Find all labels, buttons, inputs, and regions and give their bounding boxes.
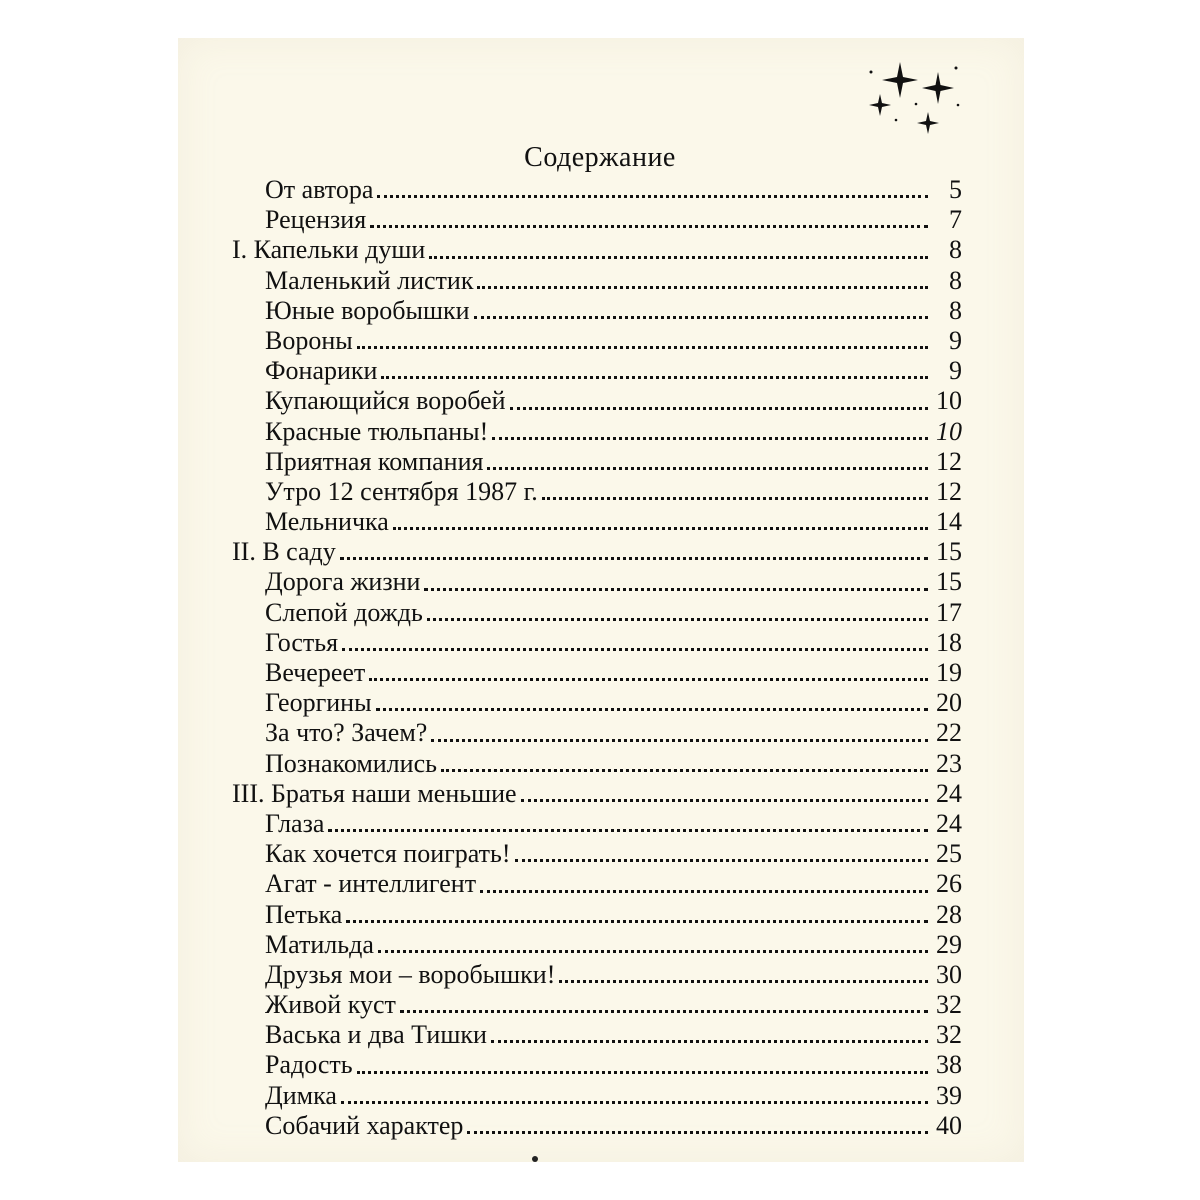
toc-entry-label: Радость	[265, 1050, 353, 1080]
toc-page-number: 9	[949, 356, 962, 386]
toc-page-number: 10	[936, 386, 962, 416]
toc-entry-label: Васька и два Тишки	[265, 1020, 487, 1050]
toc-page-number: 15	[936, 567, 962, 597]
toc-page-number: 40	[936, 1110, 962, 1140]
toc-entry-row	[232, 688, 962, 718]
dot-leader	[491, 1040, 928, 1043]
toc-page-number: 20	[936, 688, 962, 718]
toc-entry-label: Приятная компания	[265, 446, 484, 476]
dot-leader	[328, 829, 928, 832]
toc-page-number: 28	[936, 899, 962, 929]
toc-page-number: 25	[936, 839, 962, 869]
toc-entry-row	[232, 417, 962, 447]
toc-entry-label: Друзья мои – воробышки!	[265, 959, 556, 989]
toc-entry-label: Вечереет	[265, 658, 366, 687]
toc-entry-label: Фонарики	[265, 356, 378, 386]
page-mark	[532, 1156, 538, 1162]
dot-leader	[431, 739, 928, 742]
toc-entry-row	[232, 930, 962, 960]
dot-leader	[376, 708, 928, 711]
toc-entry-row	[232, 1050, 962, 1080]
toc-entry-row	[232, 749, 962, 779]
toc-entry-row	[232, 477, 962, 507]
toc-entry-label: Георгины	[265, 688, 372, 718]
toc-entry-row	[232, 990, 962, 1020]
dot-leader	[346, 920, 928, 923]
dot-leader	[429, 256, 928, 259]
toc-entry-row	[232, 1111, 962, 1141]
toc-page-number: 18	[936, 627, 962, 657]
toc-section-row	[232, 537, 962, 567]
toc-entry-label: Петька	[265, 899, 343, 929]
toc-entry-row	[232, 386, 962, 416]
toc-entry-label: За что? Зачем?	[265, 718, 428, 748]
dot-leader	[381, 376, 928, 379]
toc-entry-label: Гостья	[265, 627, 339, 657]
toc-page-number: 30	[936, 959, 962, 989]
toc-entry-row	[232, 718, 962, 748]
dot-leader	[424, 588, 928, 591]
toc-page-number: 17	[936, 597, 962, 627]
toc-page-number: 15	[936, 537, 962, 567]
toc-entry-row	[232, 598, 962, 628]
toc-entry-row	[232, 447, 962, 477]
toc-entry-label: Матильда	[265, 929, 374, 959]
toc-entry-row	[232, 326, 962, 356]
toc-page-number: 23	[936, 748, 962, 778]
dot-leader	[342, 648, 928, 651]
toc-entry-row	[232, 175, 962, 205]
toc-entry-label: Как хочется поиграть!	[265, 839, 511, 869]
dot-leader	[369, 678, 928, 681]
dot-leader	[357, 346, 928, 349]
dot-leader	[370, 225, 928, 228]
dot-leader	[427, 618, 928, 621]
toc-page-number: 9	[949, 325, 962, 355]
toc-entry-label: Юные воробышки	[265, 295, 470, 325]
toc-entry-label: Познакомились	[265, 748, 437, 778]
toc-page-number: 12	[936, 476, 962, 506]
dot-leader	[559, 980, 928, 983]
toc-entry-row	[232, 960, 962, 990]
toc-entry-label: Дорога жизни	[265, 567, 421, 597]
toc-entry-label: Купающийся воробей	[265, 386, 506, 416]
dot-leader	[542, 497, 928, 500]
dot-leader	[515, 859, 928, 862]
dot-leader	[492, 437, 928, 440]
toc-page-number: 8	[949, 295, 962, 325]
toc-entry-row	[232, 205, 962, 235]
table-of-contents	[232, 175, 962, 1141]
sparkle-stars-icon	[866, 60, 966, 140]
dot-leader	[340, 557, 928, 560]
toc-entry-label: Собачий характер	[265, 1110, 464, 1140]
toc-section-row	[232, 235, 962, 265]
toc-page-number: 32	[936, 990, 962, 1020]
toc-page-number: 10	[936, 416, 962, 446]
toc-entry-label: Глаза	[265, 808, 325, 838]
toc-entry-label: От автора	[265, 175, 374, 204]
dot-leader	[510, 407, 928, 410]
toc-page-number: 29	[936, 929, 962, 959]
toc-page-number: 5	[949, 175, 962, 204]
toc-entry-label: Слепой дождь	[265, 597, 423, 627]
toc-entry-row	[232, 1020, 962, 1050]
toc-entry-label: I. Капельки души	[232, 235, 426, 265]
dot-leader	[474, 316, 928, 319]
toc-entry-row	[232, 266, 962, 296]
toc-page-number: 19	[936, 658, 962, 687]
dot-leader	[487, 467, 928, 470]
toc-page-number: 26	[936, 869, 962, 899]
dot-leader	[341, 1101, 928, 1104]
toc-page-number: 22	[936, 718, 962, 748]
toc-page-number: 38	[936, 1050, 962, 1080]
toc-entry-label: Живой куст	[265, 990, 396, 1020]
dot-leader	[377, 195, 928, 198]
toc-entry-label: Маленький листик	[265, 265, 474, 295]
toc-entry-row	[232, 900, 962, 930]
toc-entry-row	[232, 628, 962, 658]
toc-entry-label: Агат - интеллигент	[265, 869, 477, 899]
toc-page-number: 14	[936, 507, 962, 537]
dot-leader	[400, 1010, 928, 1013]
toc-entry-label: Рецензия	[265, 205, 367, 235]
toc-entry-row	[232, 1081, 962, 1111]
toc-page-number: 39	[936, 1080, 962, 1110]
dot-leader	[467, 1131, 928, 1134]
toc-entry-row	[232, 567, 962, 597]
dot-leader	[477, 286, 928, 289]
toc-entry-row	[232, 809, 962, 839]
page-title: Содержание	[524, 142, 676, 173]
toc-entry-row	[232, 296, 962, 326]
toc-page-number: 12	[936, 446, 962, 476]
toc-entry-label: Димка	[265, 1080, 337, 1110]
dot-leader	[521, 799, 928, 802]
dot-leader	[378, 950, 928, 953]
toc-entry-label: II. В саду	[232, 537, 336, 567]
dot-leader	[393, 527, 928, 530]
toc-entry-row	[232, 356, 962, 386]
toc-entry-row	[232, 839, 962, 869]
toc-entry-label: Утро 12 сентября 1987 г.	[265, 476, 538, 506]
toc-page-number: 24	[936, 778, 962, 808]
toc-entry-label: Красные тюльпаны!	[265, 416, 489, 446]
dot-leader	[441, 769, 928, 772]
toc-page-number: 7	[949, 205, 962, 235]
toc-page-number: 8	[949, 265, 962, 295]
toc-entry-row	[232, 869, 962, 899]
toc-entry-label: III. Братья наши меньшие	[232, 778, 517, 808]
toc-entry-row	[232, 507, 962, 537]
dot-leader	[480, 890, 928, 893]
toc-entry-label: Вороны	[265, 325, 353, 355]
toc-page-number: 24	[936, 808, 962, 838]
toc-entry-row	[232, 658, 962, 688]
dot-leader	[357, 1071, 928, 1074]
toc-page-number: 8	[949, 235, 962, 265]
toc-section-row	[232, 779, 962, 809]
toc-page-number: 32	[936, 1020, 962, 1050]
toc-entry-label: Мельничка	[265, 507, 389, 537]
